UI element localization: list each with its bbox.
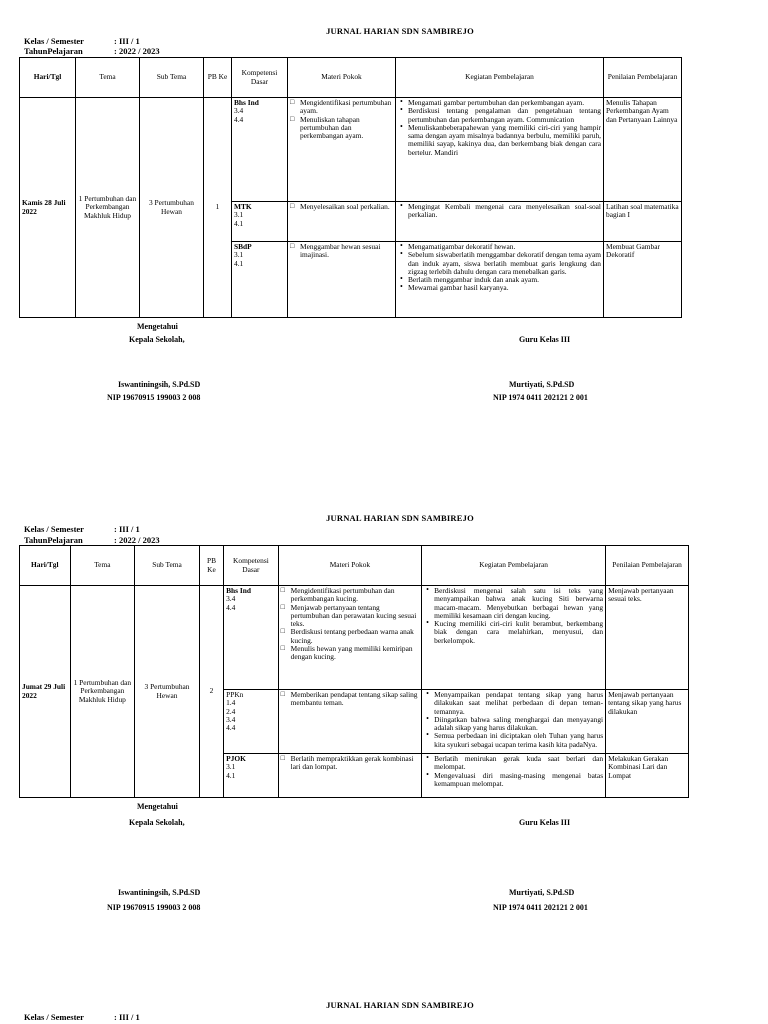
kd-cell <box>224 754 279 798</box>
materi-cell <box>288 202 396 242</box>
kegiatan-cell <box>396 242 604 318</box>
subtema-cell: 3 Pertumbuhan Hewan <box>140 98 204 318</box>
materi-item: □ Menjawab pertanyaan tentang pertumbuhan dan perawatan kucing sesuai teks. <box>291 604 420 629</box>
kegiatan-item: • Mewarnai gambar hasil karyanya. <box>408 284 601 292</box>
kelas-label: Kelas / Semester <box>24 1012 84 1022</box>
journal-table-2 <box>19 545 689 798</box>
col-penilaian: Penilaian Pembelajaran <box>604 58 682 98</box>
kd-subject: Bhs Ind <box>226 586 251 595</box>
penilaian-cell: Menulis Tahapan Perkembangan Ayam dan Pertanyaan Lainnya <box>604 98 682 202</box>
kd-subject: Bhs Ind <box>234 98 259 107</box>
kelas-line-3 <box>24 1012 140 1022</box>
kd-item: 4.4 <box>226 602 236 612</box>
materi-item: □ Mengidentifikasi pertumbuhan ayam. <box>300 99 393 116</box>
journal-title-2: JURNAL HARIAN SDN SAMBIREJO <box>326 513 474 523</box>
materi-item: □ Menyelesaikan soal perkalian. <box>300 203 393 211</box>
kd-item: 4.4 <box>226 723 236 733</box>
kd-item: 3.4 <box>226 714 236 724</box>
kegiatan-cell <box>422 754 606 798</box>
kelas-value: : III / 1 <box>114 36 140 46</box>
table-row <box>20 586 689 690</box>
subtema-cell: 3 Pertumbuhan Hewan <box>135 586 200 798</box>
tahun-line-1 <box>24 46 160 56</box>
kegiatan-item: • Berlatih menggambar induk dan anak ayam. <box>408 276 601 284</box>
guru-kelas-label: Guru Kelas III <box>519 335 571 344</box>
hari-cell: Kamis 28 Juli 2022 <box>20 98 76 318</box>
col-subtema: Sub Tema <box>135 546 200 586</box>
kelas-label: Kelas / Semester <box>24 36 84 46</box>
col-kegiatan: Kegiatan Pembelajaran <box>396 58 604 98</box>
kepala-sekolah-label: Kepala Sekolah, <box>129 818 185 827</box>
journal-title-3: JURNAL HARIAN SDN SAMBIREJO <box>326 1000 474 1010</box>
kd-subject: PJOK <box>226 754 246 763</box>
materi-item: □ Memberikan pendapat tentang sikap saling membantu teman. <box>291 691 420 708</box>
col-tema: Tema <box>70 546 135 586</box>
hari-cell: Jumat 29 Juli 2022 <box>20 586 71 798</box>
kd-cell <box>232 242 288 318</box>
journal-title-1: JURNAL HARIAN SDN SAMBIREJO <box>326 26 474 36</box>
kd-item: 3.4 <box>226 594 236 604</box>
mengetahui-label: Mengetahui <box>137 322 178 331</box>
kd-item: 3.1 <box>234 250 244 260</box>
tahun-value: : 2022 / 2023 <box>114 535 160 545</box>
kepala-name: Iswantiningsih, S.Pd.SD <box>118 380 201 389</box>
tahun-label: TahunPelajaran <box>24 535 83 545</box>
materi-cell <box>278 586 422 690</box>
kd-item: 1.4 <box>226 698 236 708</box>
kd-subject: SBdP <box>234 242 252 251</box>
kelas-line-2 <box>24 524 140 534</box>
col-kegiatan: Kegiatan Pembelajaran <box>422 546 606 586</box>
kelas-label: Kelas / Semester <box>24 524 84 534</box>
kepala-name: Iswantiningsih, S.Pd.SD <box>118 888 201 897</box>
kd-item: 3.1 <box>234 210 244 220</box>
col-subtema: Sub Tema <box>140 58 204 98</box>
tema-cell: 1 Pertumbuhan dan Perkembangan Makhluk Hidup <box>70 586 135 798</box>
kegiatan-item: • Mengevaluasi diri masing-masing mengenai batas kemampuan melompat. <box>434 772 603 789</box>
kegiatan-cell <box>422 586 606 690</box>
col-materi: Materi Pokok <box>288 58 396 98</box>
table-row <box>20 98 682 202</box>
tema-cell: 1 Pertumbuhan dan Perkembangan Makhluk Hidup <box>76 98 140 318</box>
penilaian-cell: Menjawab pertanyaan tentang sikap yang harus dilakukan <box>606 690 689 754</box>
materi-item: □ Menuliskan tahapan pertumbuhan dan perkembangan ayam. <box>300 116 393 141</box>
guru-name: Murtiyati, S.Pd.SD <box>509 380 575 389</box>
penilaian-cell: Melakukan Gerakan Kombinasi Lari dan Lompat <box>606 754 689 798</box>
kegiatan-cell <box>396 98 604 202</box>
kegiatan-item: • Diingatkan bahwa saling menghargai dan menyayangi adalah sikap yang harus dilakukan. <box>434 716 603 733</box>
kegiatan-item: • Menyampaikan pendapat tentang sikap yang harus dilakukan saat melihat perbedaan di depan teman-temannya. <box>434 691 603 716</box>
kegiatan-item: • Mengingat Kembali mengenai cara menyelesaikan soal-soal perkalian. <box>408 203 601 220</box>
materi-item: □ Berdiskusi tentang perbedaan warna anak kucing. <box>291 628 420 645</box>
kelas-value: : III / 1 <box>114 524 140 534</box>
col-pb: PB Ke <box>204 58 232 98</box>
mengetahui-label: Mengetahui <box>137 802 178 811</box>
kd-item: 3.4 <box>234 106 244 116</box>
materi-item: □ Berlatih mempraktikkan gerak kombinasi lari dan lompat. <box>291 755 420 772</box>
materi-item: □ Menggambar hewan sesuai imajinasi. <box>300 243 393 260</box>
kd-cell <box>224 690 279 754</box>
penilaian-cell: Latihan soal matematika bagian I <box>604 202 682 242</box>
guru-name: Murtiyati, S.Pd.SD <box>509 888 575 897</box>
table-header-row <box>20 58 682 98</box>
col-kd: Kompetensi Dasar <box>232 58 288 98</box>
kd-item: 4.1 <box>234 258 244 268</box>
kd-item: 2.4 <box>226 706 236 716</box>
kepala-sekolah-label: Kepala Sekolah, <box>129 335 185 344</box>
tahun-line-2 <box>24 535 160 545</box>
tahun-label: TahunPelajaran <box>24 46 83 56</box>
kd-cell <box>232 202 288 242</box>
journal-table-1 <box>19 57 682 318</box>
kegiatan-item: • Mengamatigambar dekoratif hewan. <box>408 243 601 251</box>
pb-cell: 2 <box>199 586 223 798</box>
penilaian-cell: Membuat Gambar Dekoratif <box>604 242 682 318</box>
kd-cell <box>224 586 279 690</box>
guru-kelas-label: Guru Kelas III <box>519 818 571 827</box>
penilaian-cell: Menjawab pertanyaan sesuai teks. <box>606 586 689 690</box>
kegiatan-item: • Mengamati gambar pertumbuhan dan perkembangan ayam. <box>408 99 601 107</box>
kegiatan-item: • Berdiskusi mengenai salah satu isi teks yang menyampaikan bahwa anak kucing Siti berwarna macam-macam. Menyebutkan berbagai hewan yang memiliki kesamaan ciri dengan kucing. <box>434 587 603 620</box>
col-penilaian: Penilaian Pembelajaran <box>606 546 689 586</box>
materi-item: □ Mengidentifikasi pertumbuhan dan perkembangan kucing. <box>291 587 420 604</box>
materi-cell <box>288 242 396 318</box>
kd-item: 4.1 <box>234 218 244 228</box>
kd-item: 3.1 <box>226 762 236 772</box>
kelas-value: : III / 1 <box>114 1012 140 1022</box>
kd-item: 4.4 <box>234 114 244 124</box>
kegiatan-item: • Kucing memiliki ciri-ciri kulit berambut, berkembang biak dengan cara melahirkan, menyusui, dan berkelompok. <box>434 620 603 645</box>
kegiatan-item: • Semua perbedaan ini diciptakan oleh Tuhan yang harus kita syukuri sebagai ucapan terima kasih kita padaNya. <box>434 732 603 749</box>
pb-cell: 1 <box>204 98 232 318</box>
kd-subject: MTK <box>234 202 252 211</box>
kepala-nip: NIP 19670915 199003 2 008 <box>107 393 201 402</box>
col-hari: Hari/Tgl <box>20 546 71 586</box>
kegiatan-item: • Sebelum siswaberlatih menggambar dekoratif dengan tema ayam dan induk ayam, siswa berlatih membuat garis lengkung dan zigzag terlebih dahulu dengan cara menebalkan garis. <box>408 251 601 276</box>
kd-subject: PPKn <box>226 690 244 699</box>
materi-cell <box>288 98 396 202</box>
kd-cell <box>232 98 288 202</box>
guru-nip: NIP 1974 0411 202121 2 001 <box>493 393 588 402</box>
col-tema: Tema <box>76 58 140 98</box>
guru-nip: NIP 1974 0411 202121 2 001 <box>493 903 588 912</box>
materi-cell <box>278 690 422 754</box>
col-hari: Hari/Tgl <box>20 58 76 98</box>
kd-item: 4.1 <box>226 770 236 780</box>
kegiatan-item: • Berdiskusi tentang pengalaman dan pengetahuan tentang pertumbuhan dan perkembangan ayam. Communication <box>408 107 601 124</box>
tahun-value: : 2022 / 2023 <box>114 46 160 56</box>
col-pb: PB Ke <box>199 546 223 586</box>
table-header-row <box>20 546 689 586</box>
materi-cell <box>278 754 422 798</box>
kegiatan-item: • Menuliskanbeberapahewan yang memiliki ciri-ciri yang hampir sama dengan ayam misalnya badannya berbulu, memiliki paruh, memiliki sayap, kakinya dua, dan berkembang biak dengan cara bertelur. Mandiri <box>408 124 601 157</box>
materi-item: □ Menulis hewan yang memiliki kemiripan dengan kucing. <box>291 645 420 662</box>
col-kd: Kompetensi Dasar <box>224 546 279 586</box>
kegiatan-cell <box>396 202 604 242</box>
col-materi: Materi Pokok <box>278 546 422 586</box>
kegiatan-cell <box>422 690 606 754</box>
kelas-line-1 <box>24 36 140 46</box>
kepala-nip: NIP 19670915 199003 2 008 <box>107 903 201 912</box>
kegiatan-item: • Berlatih menirukan gerak kuda saat berlari dan melompat. <box>434 755 603 772</box>
